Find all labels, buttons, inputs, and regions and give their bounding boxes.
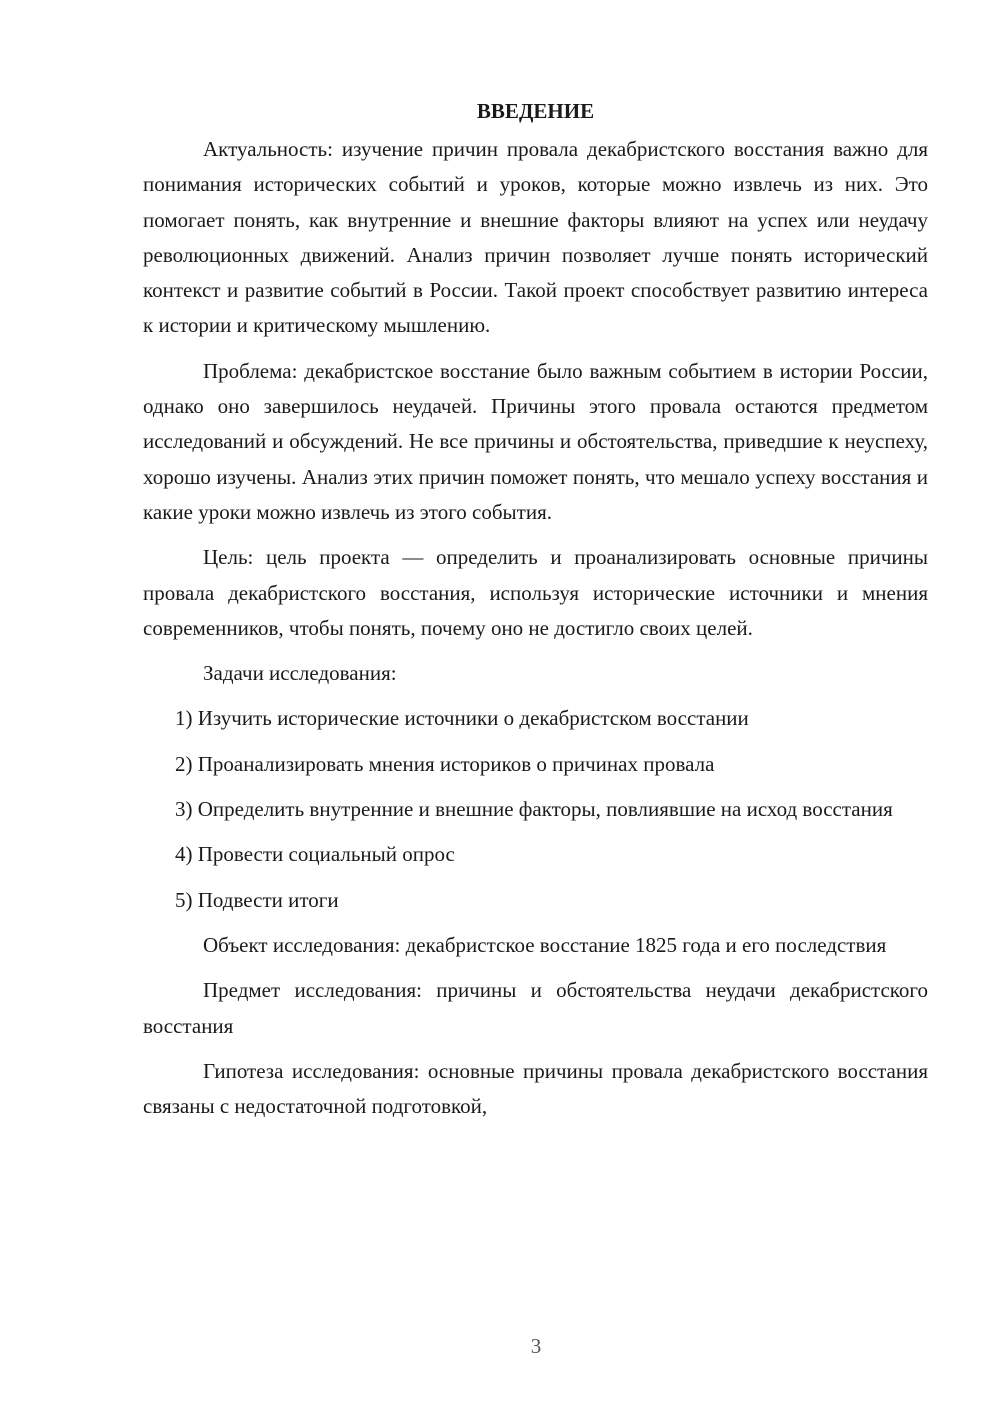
subject-paragraph: Предмет исследования: причины и обстоятельства неудачи декабристского восстания bbox=[143, 978, 928, 1038]
page-title: ВВЕДЕНИЕ bbox=[476, 99, 595, 123]
task-item-3: 3) Определить внутренние и внешние факторы, повлиявшие на исход восстания bbox=[175, 797, 893, 822]
task-item-4: 4) Провести социальный опрос bbox=[175, 842, 455, 867]
page-content bbox=[143, 96, 928, 1134]
task-item-1: 1) Изучить исторические источники о декабристском восстании bbox=[175, 706, 749, 731]
hypothesis-paragraph: Гипотеза исследования: основные причины провала декабристского восстания связаны с недостаточной подготовкой, bbox=[143, 1058, 928, 1119]
task-item-2: 2) Проанализировать мнения историков о причинах провала bbox=[175, 751, 715, 776]
object-paragraph: Объект исследования: декабристское восстание 1825 года и его последствия bbox=[203, 932, 887, 957]
problem-paragraph: Проблема: декабристское восстание было важным событием в истории России, однако оно завершилось неудачей. Причины этого провала остаются предметом исследований и обсуждений. Не все причины и обстоятельства, приведшие к неуспеху, хорошо изучены. Анализ этих причин поможет понять, что мешало успеху восстания и какие уроки можно извлечь из этого события. bbox=[143, 358, 928, 524]
tasks-heading: Задачи исследования: bbox=[203, 661, 397, 686]
relevance-paragraph: Актуальность: изучение причин провала декабристского восстания важно для понимания исторических событий и уроков, которые можно извлечь из них. Это помогает понять, как внутренние и внешние факторы влияют на успех или неудачу революционных движений. Анализ причин позволяет лучше понять исторический контекст и развитие событий в России. Такой проект способствует развитию интереса к истории и критическому мышлению. bbox=[143, 137, 928, 338]
goal-paragraph: Цель: цель проекта — определить и проанализировать основные причины провала декабристского восстания, используя исторические источники и мнения современников, чтобы понять, почему оно не достигло своих целей. bbox=[143, 545, 928, 640]
page-number: 3 bbox=[530, 1334, 542, 1358]
task-item-5: 5) Подвести итоги bbox=[175, 887, 339, 912]
